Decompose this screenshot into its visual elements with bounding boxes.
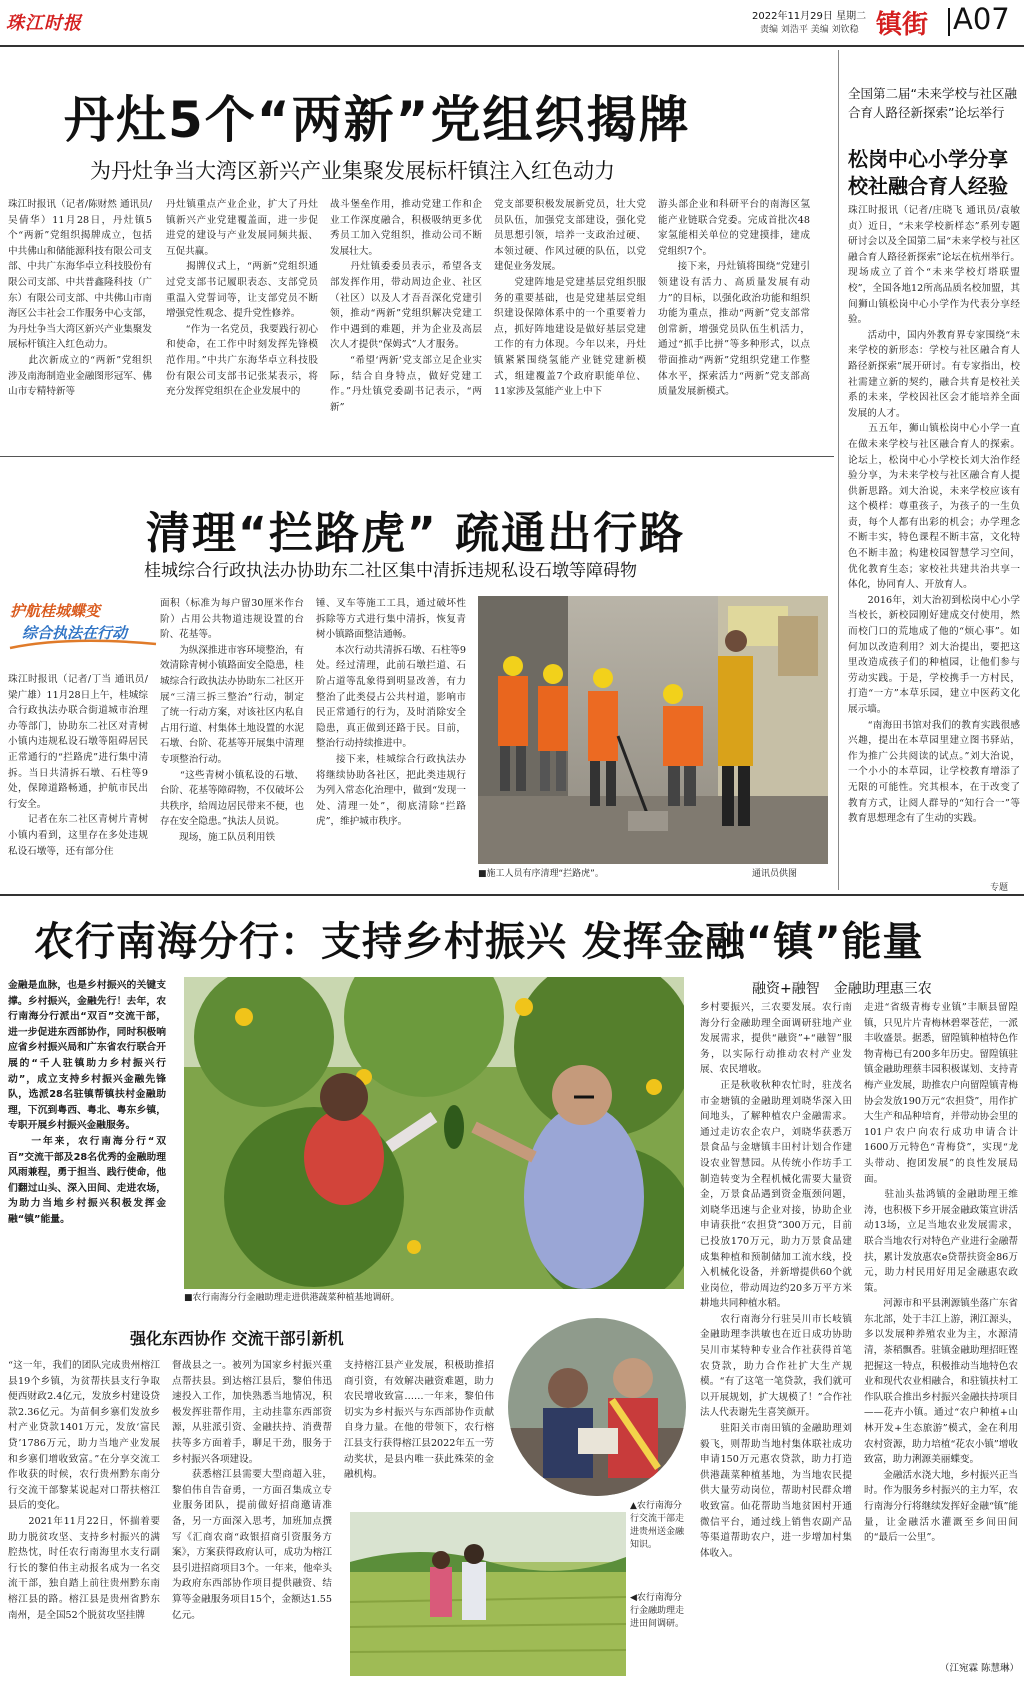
paper-logo: 珠江时报 [6, 13, 82, 34]
article3-lead: 金融是血脉，也是乡村振兴的关键支撑。乡村振兴，金融先行！去年，农行南海分行派出“双百”交流干部，进一步促进东西部协作，同时积极响应省乡村振兴局和广东省农行联合开展的“千人驻镇助力乡村振兴行动”，成立支持乡村振兴金融先锋队，选派28名驻镇帮镇扶村金融助理，下沉到粤西、粤北、粤东乡镇，专职开展乡村振兴金融服务。 一年来，农行南海分行“双百”交流干部及28名优秀的金融助理风雨兼程，勇于担当、践行使命，他们翻过山头、深入田间、走进农场，为助力当地乡村振兴积极发挥金融“镇”能量。 [8, 980, 166, 1225]
article3-right-col-1: 乡村要振兴，三农要发展。农行南海分行金融助理全面调研驻地产业发展需求，提供“融资”+“融智”服务，以实际行动推动农村产业发展、农民增收。 正是秋收秋种农忙时，驻茂名市金塘镇的金融助理刘晓华深入田间地头，了解种植农户金融需求。通过走访农企农户，刘晓华获悉万景食品与金塘镇丰田村计划合作建设农业智慧园。从传统小作坊手工制造转变为全程机械化需要大量资金，万景食品遇到资金瓶颈问题，刘晓华迅速与企业对接，协助企业申请获批“农担贷”300万元，目前已投放170万元，助力万景食品建成集种植和预制储加工流水线，投入机械化设备，并新增提供60个就业岗位，带动周边约20多万平方米耕地共同种植水稻。 农行南海分行驻吴川市长岐镇金融助理李洪敏也在近日成功协助吴川市某特种专业合作社获得首笔农贷款，助力合作社扩大生产规模。“有了这笔一笔贷款，我们就可以开展规划，扩大规模了！”合作社法人代表谢先生喜笑颜开。 驻阳关市南田镇的金融助理刘毅飞，则帮助当地村集体联社成功申请150万元惠农贷款，助力打造供港蔬菜种植基地，为当地农民提供大量劳动岗位，帮助村民群众增收致富。仙花帮助当地贫困村开通微信平台，通过线上销售农副产品等渠道帮助农户，进一步增加村集体收入。 [700, 1002, 852, 1559]
article1-col-2: 丹灶镇重点产业企业，扩大了丹灶镇新兴产业党建覆盖面，进一步促进党的建设与产业发展同频共振、互促共赢。 揭牌仪式上，“两新”党组织通过党支部书记履职表态、支部党员重温入党誓词等，让支部党员不断增强党性观念、提升党性修养。 “作为一名党员，我要践行初心和使命，在工作中时刻发挥先锋模范作用。”中共广东海华卓立科技股份有限公司支部书记张某表示，将充分发挥党组织在企业发展中的 [166, 199, 318, 398]
issue-date: 2022年11月29日 星期二 [752, 11, 867, 22]
enforcement-logo [8, 598, 158, 650]
article1-bottom-rule [0, 456, 834, 457]
article1-col-3: 战斗堡垒作用，推动党建工作和企业工作深度融合，积极吸纳更多优秀员工加入党组织，推动公司不断发展壮大。 丹灶镇委委员表示，希望各支部发挥作用，带动周边企业、社区（社区）以及人才吾吾深化党建引领，推动“两新”党组织解决党建工作中遇到的难题，并为企业及高层次人才提供“保姆式”人才服务。 “希望‘两新’党支部立足企业实际，结合自身特点，做好党建工作。”丹灶镇党委副书记表示，“两新” [330, 199, 482, 413]
article1-col-4: 党支部要积极发展新党员，壮大党员队伍，加强党支部建设，强化党员思想引领，培养一支政治过硬、本领过硬、作风过硬的队伍，以党建促业务发展。 党建阵地是党建基层党组织服务的重要基础，也是党建基层党组织建设保障体系中的一个重要着力点，抓好阵地建设是做好基层党建工作的有力体现。今年以来，丹灶镇紧紧围绕氢能产业链党建新模式，组建覆盖7个政府职能单位、11家涉及氢能产业上中下 [494, 199, 646, 398]
logo-line-2: 综合执法在行动 [22, 624, 128, 642]
editors-line: 责编 刘浩平 美编 刘钦稳 [760, 25, 859, 35]
right-column-divider [838, 50, 839, 890]
page-number: A07 [953, 2, 1010, 36]
right-article-kicker: 全国第二届“未来学校与社区融合育人路径新探索”论坛举行 [848, 86, 1017, 120]
article1-col-1: 珠江时报讯（记者/陈财然 通讯员/吴倩华）11月28日，丹灶镇5个“两新”党组织揭牌成立，包括中共佛山和储能源科技有限公司支部、中共广东海华卓立科技股份有限公司支部、中共普鑫隆科技（广东）有限公司支部、中共佛山市南海区公丰社会工作服务中心支部，为丹灶争当大湾区新兴产业集聚发展标杆镇注入红色动力。 此次新成立的“两新”党组织涉及南海制造业金融图形冠军、佛山市专精特新等 [8, 199, 152, 398]
right-article-headline: 松岗中心小学分享校社融合育人经验 [848, 147, 1008, 198]
article1-headline: 丹灶5个“两新”党组织揭牌 [64, 91, 691, 149]
demolition-photo-credit: 通讯员供图 [752, 869, 798, 879]
demolition-workers-photo [478, 596, 828, 864]
article3-lower-col-2: 督战县之一。被列为国家乡村振兴重点帮扶县。到达榕江县后，黎伯伟迅速投入工作，加快熟悉当地情况，积极发挥驻帮作用，主动挂靠东西部资源，从驻派引资、金融扶持、消费帮扶等多方面着手，聊足干劲，服务于乡村振兴各项建设。 获悉榕江县需要大型商超入驻，黎伯伟自告奋勇，一方面召集成立专业服务团队，提前做好招商邀请准备，另一方面深入思考，加班加点撰写《汇商农商“政银招商引资服务方案》，方案获得政府认可，成功为榕江县引进招商项目3个。一年来，他牵头为政府东西部协作项目提供融资、结算等金融服务项目15个，金额达1.55亿元。 [172, 1360, 332, 1621]
field-survey-caption: ◀农行南海分行金融助理走进田间调研。 [630, 1593, 685, 1629]
article3-headline: 农行南海分行：支持乡村振兴 发挥金融“镇”能量 [34, 919, 924, 965]
exchange-cadre-photo [508, 1318, 686, 1496]
article2-col-1: 珠江时报讯（记者/丁当 通讯员/梁广雄）11月28日上午，桂城综合行政执法办联合街道城市治理办等部门，协助东二社区对青树小镇内违规私设石墩等阻碍居民正常通行的“拦路虎”进行集中清拆。当日共清拆石墩、石柱等9处，保障道路畅通，护航市民出行安全。 记者在东二社区青树片青树小镇内看到，这里存在多处违规私设石墩等，还有部分住 [8, 674, 148, 857]
article3-lower-col-3: 支持榕江县产业发展，积极助推招商引资，有效解决融资难题，助力农民增收致富……一年来，黎伯伟切实为乡村振兴与东西部协作贡献自身力量。在他的带领下，农行榕江县支行获得榕江县2022年五一劳动奖状，是县内唯一获此殊荣的金融机构。 [344, 1360, 494, 1481]
article3-section-title: 强化东西协作 交流干部引新机 [130, 1329, 344, 1348]
article1-subhead: 为丹灶争当大湾区新兴产业集聚发展标杆镇注入红色动力 [90, 159, 615, 183]
article2-col-2: 面积（标准为每户留30厘米作台阶）占用公共物道违规设置的台阶、花基等。 为纵深推进市容环境整治，有效清除青树小镇路面安全隐患，桂城综合行政执法办协助东二社区开展“三清三拆三整治”行动，制定了统一行动方案，对该社区内私自占用行道、村集体土地设置的水泥石墩、台阶、花基等开展集中清理专项整治行动。 “这些青树小镇私设的石墩、台阶、花基等障碍物，不仅破坏公共秩序，给周边居民带来不便，也存在安全隐患。”执法人员说。 现场，施工队员利用铁 [160, 598, 304, 843]
vegetable-photo-caption: ■农行南海分行金融助理走进供港蔬菜种植基地调研。 [184, 1293, 400, 1303]
article2-subhead: 桂城综合行政执法办协助东二社区集中清拆违规私设石墩等障碍物 [144, 561, 637, 581]
article1-col-5: 游头部企业和科研平台的南海区氢能产业链联合党委。完成首批次48家氢能相关单位的党建摸排，建成党组织7个。 接下来，丹灶镇将围绕“党建引领建设有活力、高质量发展有动力”的目标，以强化政治功能和组织功能为重点，推动“两新”党支部常创常新，增强党员队伍生机活力，通过“抓手比拼”等多种形式，以点带面推动“两新”党组织党建工作整体水平，探索活力“两新”党支部高质量发展新模式。 [658, 199, 810, 398]
article3-lower-col-1: “这一年，我们的团队完成贵州榕江县19个乡镇，为贫帮扶县支行争取便西财政2.4亿元，发放乡村建设贷款2.36亿元。为苗侗乡寨们发放乡村产业贷款1401万元，发放‘富民贷’1786万元，助力当地产业发展和乡寨们增收致富。”在分享交流工作收获的时候，农行贵州黔东南分行交流干部黎某说起对口帮扶榕江县后的变化。 2021年11月22日，怀揣着要助力脱贫攻坚、支持乡村振兴的满腔热忱，时任农行南海里水支行副行长的黎伯伟主动报名成为一名交流干部，独自踏上前往贵州黔东南榕江县的路。榕江县是贵州省黔东南州，是全国52个脱贫攻坚挂牌 [8, 1360, 160, 1621]
article3-right-col-2: 走进“省级青梅专业镇”丰顺县留隍镇，只见片片青梅林碧翠苍茫，一派丰收盛景。据悉，留隍镇种植特色作物青梅已有200多年历史。留隍镇驻镇金融助理蔡丰园积极谋划、支持青梅产业发展，助推农户向留隍镇青梅协会发放190万元“农担贷”，用作扩大生产和品种培育，并带动协会里的101户农户向农行成功申请合计1600万元特色“青梅贷”，实现“龙头带动、抱团发展”的良性发展局面。 驻汕头盐鸿镇的金融助理王维涛，也积极下乡开展金融政策宣讲活动13场，立足当地农业发展需求，联合当地农行对特色产业进行金融帮扶，累计发放惠农e贷帮扶资金86万元，助力村民用好用足金融惠农政策。 河源市和平县浰源镇坐落广东省东北部，处于丰江上游，浰江源头，多以发展种养殖农业为主，水源清清，茶稻飘香。驻镇金融助理招旺铿把握这一特点，积极推动当地特色农业和现代农业相融合，和驻镇扶村工作队联合推出乡村振兴金融扶持项目——花卉小镇。通过“农户种植+山林开发+生态旅游”模式，金在利用农村资源，助力培植“花农小镇”增收致富，助力浰源美丽蝶变。 金融活水浇大地，乡村振兴正当时。作为服务乡村振兴的主力军，农行南海分行将继续发挥好金融“镇”能量，让金融活水灌溉至乡间田间的“最后一公里”。 [864, 1002, 1018, 1544]
demolition-photo-caption: ■施工人员有序清理“拦路虎”。 [478, 869, 604, 879]
exchange-cadre-caption: ▲农行南海分行交流干部走进贵州送金融知识。 [630, 1501, 685, 1550]
logo-line-1: 护航桂城蝶变 [10, 602, 101, 620]
article2-headline: 清理“拦路虎” 疏通出行路 [146, 508, 686, 559]
right-article-footer-tag: 专题 [990, 883, 1009, 893]
right-article-body: 珠江时报讯（记者/庄晓飞 通讯员/袁敏贞）近日，“未来学校新样态”系列专题研讨会以及全国第二届“未来学校与社区融合育人路径新探索”论坛在杭州举行。现场成立了首个“未来学校灯塔联盟校”，全国各地12所高品质名校加盟，其间狮山镇松岗中心小学作为代表分享经验。 活动中，国内外教育界专家围绕“未来学校的新形态：学校与社区融合育人路径新探索”展开研讨。有专家指出，校社需建立新的契约，融合共育是校社关系的未来，学校因社区会才能培养全面发展的人才。 五五年，狮山镇松岗中心小学一直在做未来学校与社区融合育人的探索。论坛上，松岗中心小学校长刘大治作经验分享，为未来学校与社区融合育人提供新思路。刘大治说，未来学校应该有这个模样：尊重孩子，为孩子的一生负责，每个人都有出彩的机会；办学理念不断丰实，特色课程不断丰富，文化特色不断丰盈；构建校园智慧学习空间，优化教育生态；家校社共建共治共享一体化，协同育人、开放育人。 2016年，刘大治初到松岗中心小学当校长，新校园刚好建成交付使用，然而校门口的荒地成了他的“烦心事”。如何加以改造利用？刘大治提出，要把这里改造成孩子们的种植园，让他们参与劳动实践。于是，学校携手一方村民，打造“一方”本草乐园，建立中医药文化展示墙。 “南海田书馆对我们的教育实践很感兴趣，提出在本草园里建立图书驿站，作为推广公共阅读的试点。”刘大治说，一个小小的本草园，让学校教育增添了无限的可能性。究其根本，在于改变了教育方式，让阅人群导的“知行合一”等教育思想理念有了生动的实践。 [848, 205, 1020, 825]
masthead-rule [0, 45, 1024, 47]
article2-bottom-rule [0, 894, 1024, 896]
article3-byline: （江宛霖 陈慧琳） [940, 1663, 1020, 1674]
vegetable-base-photo [184, 977, 684, 1289]
field-survey-photo [350, 1512, 626, 1676]
section-divider [948, 8, 950, 36]
masthead [0, 0, 1024, 44]
logo-swoosh-icon [8, 638, 158, 650]
section-name: 镇街 [876, 10, 929, 40]
article3-right-title: 融资+融智 金融助理惠三农 [752, 981, 932, 997]
article2-col-3: 锤、叉车等施工工具，通过破坏性拆除等方式进行集中清拆，恢复青树小镇路面整洁通畅。 本次行动共清拆石墩、石柱等9处。经过清理，此前石墩拦道、石阶占道等乱象得到明显改善，有力整治了此类侵占公共村道，影响市民正常通行的行为，及时消除安全隐患，真正做到还路于民。目前，整治行动持续推进中。 接下来，桂城综合行政执法办将继续协助各社区，把此类违规行为列入常态化治理中，做到“发现一处、清理一处”，彻底清除“拦路虎”，维护城市秩序。 [316, 598, 466, 828]
